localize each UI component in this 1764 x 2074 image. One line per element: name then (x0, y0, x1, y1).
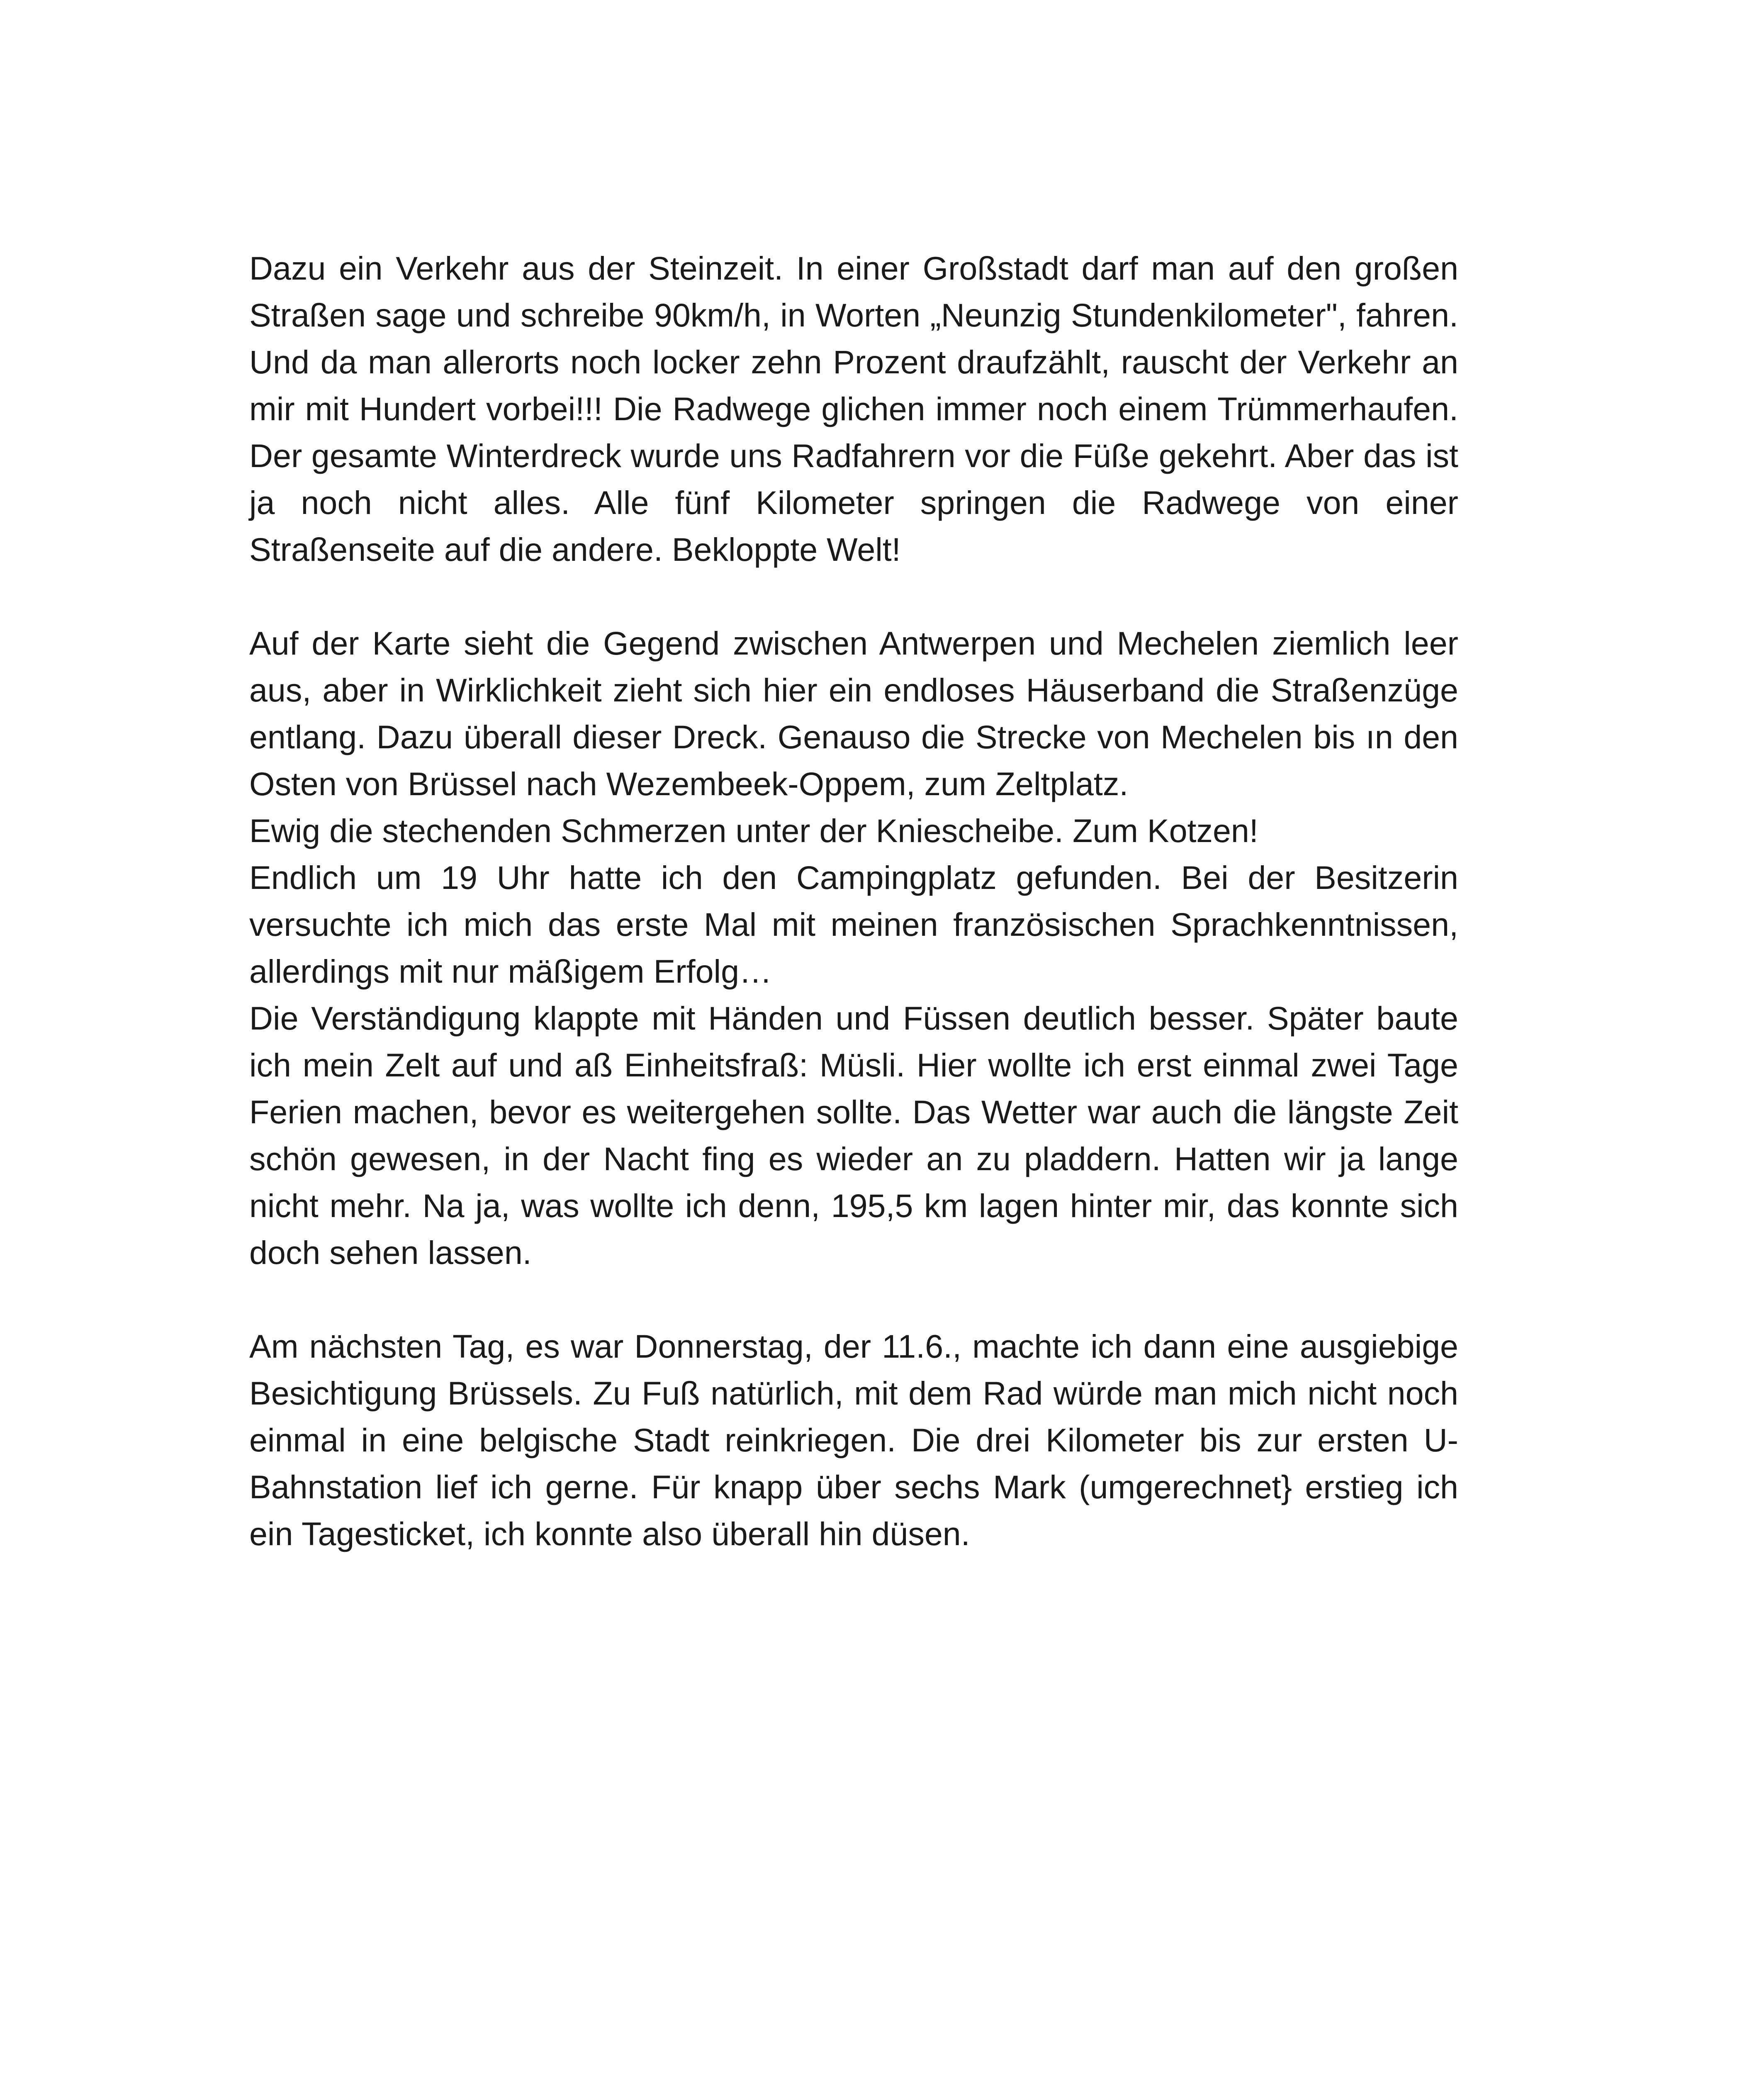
body-text (249, 245, 1458, 1557)
paragraph-knee-pain: Ewig die stechenden Schmerzen unter der Kniescheibe. Zum Kotzen! (249, 812, 1258, 849)
paragraph-campsite: Endlich um 19 Uhr hatte ich den Campingplatz gefunden. Bei der Besitzerin versuchte ich mich das erste Mal mit meinen französischen Sprachkenntnissen, allerdings mit nur mäßigem Erfolg… (249, 859, 1458, 990)
paragraph-understanding: Die Verständigung klappte mit Händen und Füssen deutlich besser. Später baute ich mein Zelt auf und aß Einheitsfraß: Müsli. Hier wollte ich erst einmal zwei Tage Ferien machen, bevor es weitergehen sollte. Das Wetter war auch die längste Zeit schön gewesen, in der Nacht fing es wieder an zu pladdern. Hatten wir ja lange nicht mehr. Na ja, was wollte ich denn, 195,5 km lagen hinter mir, das konnte sich doch sehen lassen. (249, 1000, 1458, 1271)
paragraph-traffic: Dazu ein Verkehr aus der Steinzeit. In einer Großstadt darf man auf den großen Straßen sage und schreibe 90km/h, in Worten „Neunzig Stundenkilometer", fahren. Und da man allerorts noch locker zehn Prozent draufzählt, rauscht der Verkehr an mir mit Hundert vorbei!!! Die Radwege glichen immer noch einem Trümmerhaufen. Der gesamte Winterdreck wurde uns Radfahrern vor die Füße gekehrt. Aber das ist ja noch nicht alles. Alle fünf Kilometer springen die Radwege von einer Straßenseite auf die andere. Bekloppte Welt! (249, 250, 1458, 568)
paragraph-brussels: Am nächsten Tag, es war Donnerstag, der 11.6., machte ich dann eine ausgiebige Besichtigung Brüssels. Zu Fuß natürlich, mit dem Rad würde man mich nicht noch einmal in eine belgische Stadt reinkriegen. Die drei Kilometer bis zur ersten U-Bahnstation lief ich gerne. Für knapp über sechs Mark (umgerechnet} erstieg ich ein Tagesticket, ich konnte also überall hin düsen. (249, 1328, 1458, 1552)
paragraph-map: Auf der Karte sieht die Gegend zwischen Antwerpen und Mechelen ziemlich leer aus, aber in Wirklichkeit zieht sich hier ein endloses Häuserband die Straßenzüge entlang. Dazu überall dieser Dreck. Genauso die Strecke von Mechelen bis ın den Osten von Brüssel nach Wezembeek-Oppem, zum Zeltplatz. (249, 625, 1458, 802)
